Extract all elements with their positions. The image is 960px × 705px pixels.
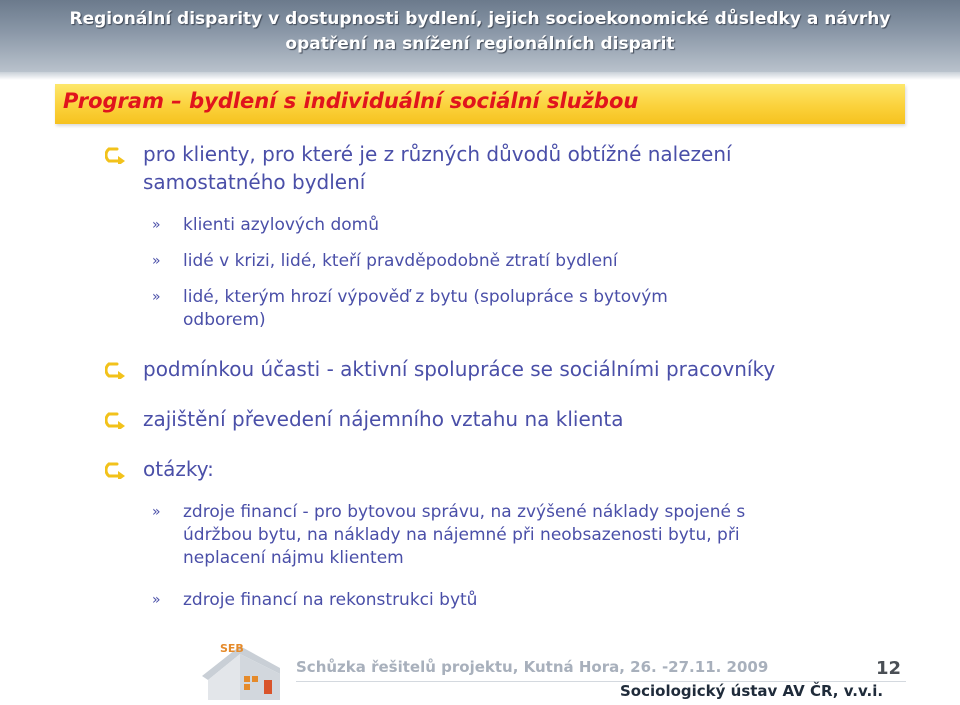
bullet-text-line: zdroje financí - pro bytovou správu, na zvýšené náklady spojené s bbox=[183, 502, 746, 522]
sub-bullet-item bbox=[183, 286, 668, 332]
bullet-item bbox=[143, 140, 732, 196]
bullet-text-line: samostatného bydlení bbox=[143, 170, 366, 194]
page-number: 12 bbox=[876, 658, 902, 679]
curved-arrow-icon bbox=[105, 411, 127, 429]
sub-bullet-marker: » bbox=[152, 504, 161, 520]
bullet-text-line: otázky: bbox=[143, 457, 214, 481]
bullet-text-line: klienti azylových domů bbox=[183, 215, 380, 235]
bullet-item bbox=[143, 455, 214, 483]
curved-arrow-icon bbox=[105, 461, 127, 479]
slide-title: Program – bydlení s individuální sociální službou bbox=[63, 89, 639, 113]
footer-organization: Sociologický ústav AV ČR, v.v.i. bbox=[620, 682, 884, 700]
sub-bullet-item bbox=[183, 501, 745, 570]
sub-bullet-marker: » bbox=[152, 289, 161, 305]
logo-lettering: SEB bbox=[220, 642, 244, 655]
slide-header bbox=[0, 0, 960, 72]
sub-bullet-marker: » bbox=[152, 253, 161, 269]
header-shadow bbox=[0, 72, 960, 80]
sub-bullet-marker: » bbox=[152, 592, 161, 608]
header-title-line-2: opatření na snížení regionálních disparit bbox=[285, 34, 675, 54]
sub-bullet-marker: » bbox=[152, 217, 161, 233]
bullet-item bbox=[143, 405, 624, 433]
bullet-item bbox=[143, 355, 775, 383]
bullet-text-line: lidé v krizi, lidé, kteří pravděpodobně ztratí bydlení bbox=[183, 251, 618, 271]
bullet-text-line: lidé, kterým hrozí výpověď z bytu (spolupráce s bytovým bbox=[183, 287, 668, 307]
seb-logo bbox=[200, 636, 305, 702]
slide-title-bar bbox=[55, 84, 905, 124]
bullet-text-line: zajištění převedení nájemního vztahu na klienta bbox=[143, 407, 624, 431]
bullet-text-line: údržbou bytu, na náklady na nájemné při neobsazenosti bytu, při bbox=[183, 525, 740, 545]
bullet-text-line: pro klienty, pro které je z různých důvodů obtížné nalezení bbox=[143, 142, 732, 166]
bullet-text-line: zdroje financí na rekonstrukci bytů bbox=[183, 590, 478, 610]
header-title-line-1: Regionální disparity v dostupnosti bydlení, jejich socioekonomické důsledky a návrhy bbox=[69, 9, 891, 29]
sub-bullet-item bbox=[183, 589, 477, 612]
footer-meeting-info: Schůzka řešitelů projektu, Kutná Hora, 26. -27.11. 2009 bbox=[296, 658, 769, 676]
bullet-text-line: neplacení nájmu klientem bbox=[183, 548, 404, 568]
curved-arrow-icon bbox=[105, 361, 127, 379]
sub-bullet-item bbox=[183, 250, 618, 273]
sub-bullet-item bbox=[183, 214, 379, 237]
bullet-text-line: podmínkou účasti - aktivní spolupráce se sociálními pracovníky bbox=[143, 357, 776, 381]
bullet-text-line: odborem) bbox=[183, 310, 266, 330]
curved-arrow-icon bbox=[105, 146, 127, 164]
